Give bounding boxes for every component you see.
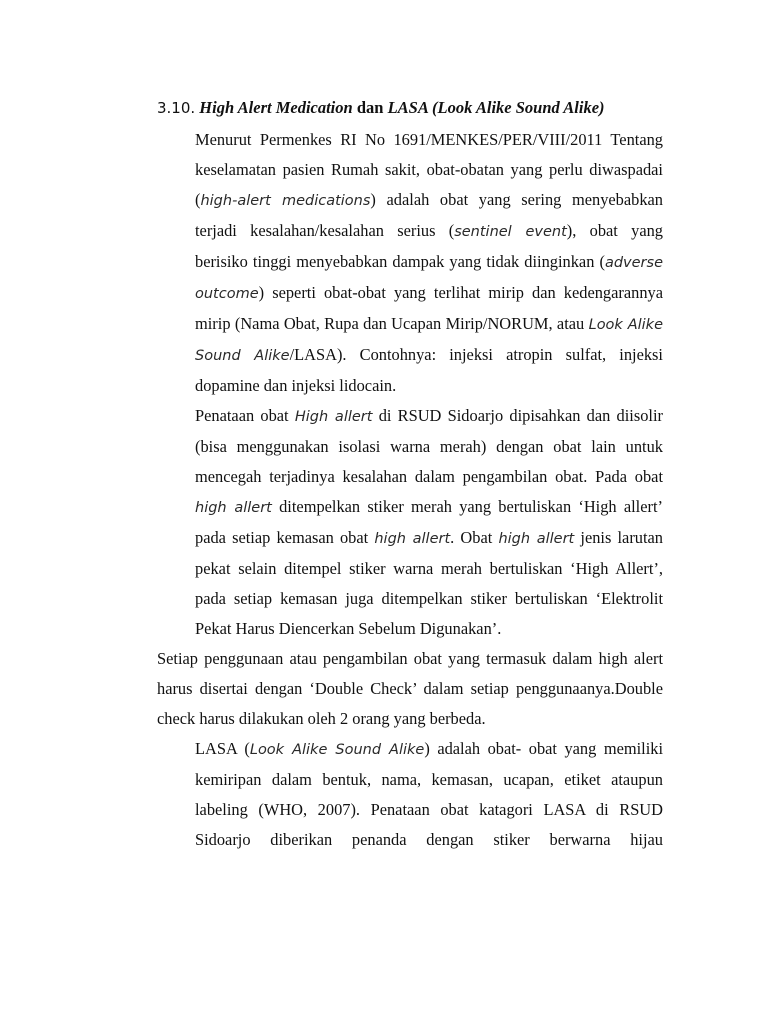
heading-term-lasa: LASA (Look Alike Sound Alike) [387, 98, 605, 117]
heading-connector: dan [356, 98, 384, 117]
text-run: . Obat [450, 528, 499, 547]
paragraph-permenkes [157, 125, 663, 401]
italic-term: sentinel event [454, 224, 567, 240]
paragraph-double-check: Setiap penggunaan atau pengambilan obat yang termasuk dalam high alert harus disertai dengan ‘Double Check’ dalam setiap penggunaanya.Double check harus dilakukan oleh 2 orang yang berbeda. [157, 649, 663, 728]
italic-term: high allert [195, 500, 272, 516]
italic-term: Look Alike Sound Alike [195, 317, 663, 364]
text-run: ) adalah obat- obat yang memiliki kemiripan dalam bentuk, nama, kemasan, ucapan, etiket ataupun labeling (WHO, 2007). Penataan obat katagori LASA di RSUD Sidoarjo diberikan penanda dengan stiker berwarna hijau [195, 739, 664, 849]
text-run: ditempelkan stiker merah yang bertuliskan ‘High allert’ pada setiap kemasan obat [195, 497, 663, 547]
text-run: Menurut Permenkes RI No 1691/MENKES/PER/VIII/2011 Tentang keselamatan pasien Rumah sakit, obat-obatan yang perlu diwaspadai ( [195, 130, 663, 209]
text-run: /LASA). Contohnya: injeksi atropin sulfat, injeksi dopamine dan injeksi lidocain. [195, 345, 663, 395]
section-heading [157, 96, 717, 120]
italic-term: High allert [294, 409, 373, 425]
paragraph-lasa [157, 734, 663, 855]
italic-term: adverse outcome [195, 255, 663, 302]
text-run: jenis larutan pekat selain ditempel stiker warna merah bertuliskan ‘High Allert’, pada setiap kemasan juga ditempelkan stiker bertuliskan ‘Elektrolit Pekat Harus Diencerkan Sebelum Digunakan’. [195, 528, 664, 638]
italic-term: high-alert medications [200, 193, 371, 209]
paragraph-penataan-high-allert [157, 401, 663, 644]
section-number: 3.10. [157, 99, 196, 117]
text-run: ) seperti obat-obat yang terlihat mirip dan kedengarannya mirip (Nama Obat, Rupa dan Ucapan Mirip/NORUM, atau [195, 283, 663, 333]
text-run: ), obat yang berisiko tinggi menyebabkan dampak yang tidak diinginkan ( [195, 221, 663, 271]
heading-term-high-alert: High Alert Medication [199, 98, 353, 117]
text-run: Penataan obat [195, 406, 295, 425]
text-run: LASA ( [195, 739, 250, 758]
italic-term: high allert [498, 531, 575, 547]
text-run: ) adalah obat yang sering menyebabkan terjadi kesalahan/kesalahan serius ( [195, 190, 664, 240]
text-run: di RSUD Sidoarjo dipisahkan dan diisolir (bisa menggunakan isolasi warna merah) dengan obat lain untuk mencegah terjadinya kesalahan dalam pengambilan obat. Pada obat [195, 406, 663, 486]
body-text [157, 125, 663, 855]
italic-term: high allert [374, 531, 451, 547]
italic-term: Look Alike Sound Alike [249, 742, 425, 758]
